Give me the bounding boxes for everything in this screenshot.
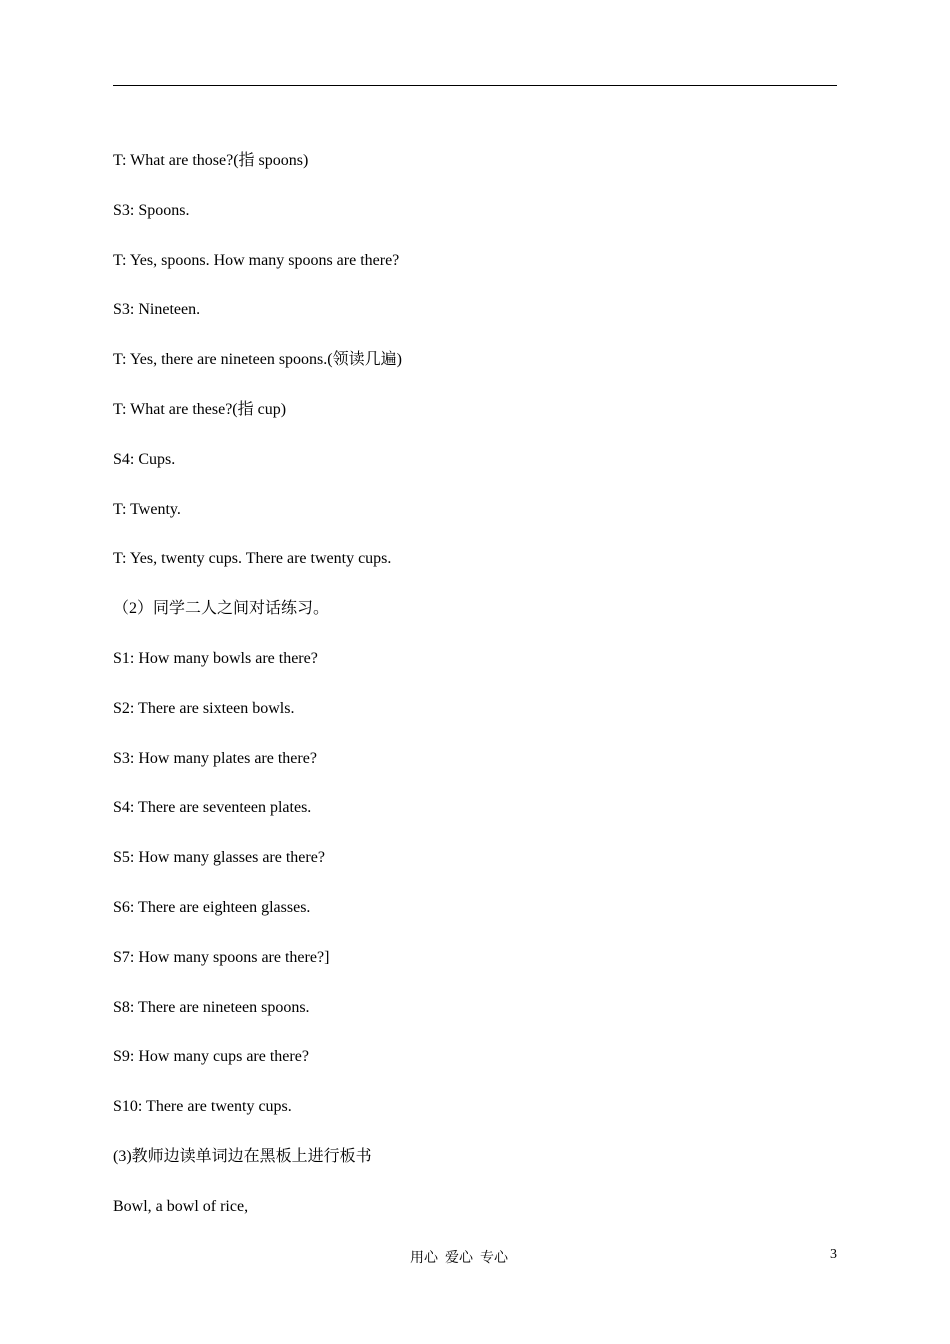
text-line: Bowl, a bowl of rice, <box>113 1197 249 1215</box>
header-rule <box>113 85 837 86</box>
text-line: S3: Nineteen. <box>113 301 201 319</box>
text-line: T: Yes, there are nineteen spoons.(领读几遍) <box>113 351 402 369</box>
text-line: S4: Cups. <box>113 450 176 468</box>
text-line: T: What are those?(指 spoons) <box>113 152 309 169</box>
text-line: S1: How many bowls are there? <box>113 649 318 667</box>
text-line: S5: How many glasses are there? <box>113 849 325 867</box>
text-line: S8: There are nineteen spoons. <box>113 998 310 1016</box>
text-line: S3: Spoons. <box>113 201 190 219</box>
text-line: S6: There are eighteen glasses. <box>113 898 311 916</box>
text-line: S3: How many plates are there? <box>113 749 317 767</box>
text-line: T: Yes, twenty cups. There are twenty cups. <box>113 550 392 568</box>
text-line: T: Twenty. <box>113 500 181 518</box>
page-footer <box>0 1247 950 1269</box>
text-line: S2: There are sixteen bowls. <box>113 699 295 717</box>
text-line: T: What are these?(指 cup) <box>113 400 287 418</box>
document-body <box>113 148 837 1244</box>
footer-motto: 用心 爱心 专心 <box>410 1251 508 1266</box>
text-line: S9: How many cups are there? <box>113 1048 309 1066</box>
section-heading: （2）同学二人之间对话练习。 <box>113 600 330 618</box>
text-line: S4: There are seventeen plates. <box>113 799 312 817</box>
section-heading: (3)教师边读单词边在黑板上进行板书 <box>113 1147 372 1165</box>
text-line: S10: There are twenty cups. <box>113 1098 292 1116</box>
text-line: T: Yes, spoons. How many spoons are there? <box>113 251 400 269</box>
page-number: 3 <box>830 1247 837 1262</box>
text-line: S7: How many spoons are there?] <box>113 948 330 966</box>
